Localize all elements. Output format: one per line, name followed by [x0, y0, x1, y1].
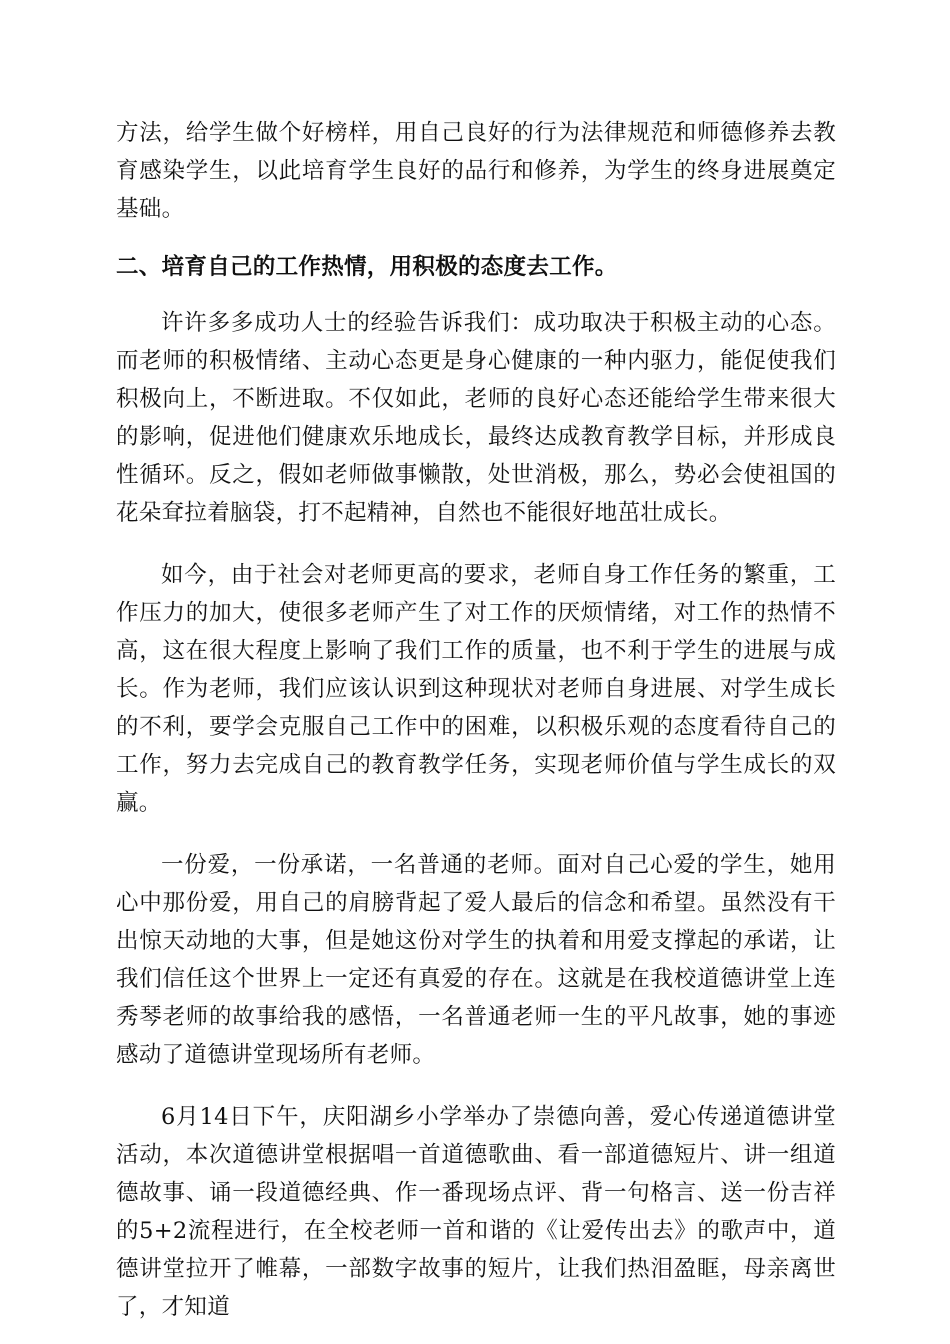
document-body — [116, 114, 836, 1326]
section-heading: 二、培育自己的工作热情，用积极的态度去工作。 — [116, 254, 618, 280]
paragraph-one-love: 一份爱，一份承诺，一名普通的老师。面对自己心爱的学生，她用心中那份爱，用自己的肩膀背起了爱人最后的信念和希望。虽然没有干出惊天动地的大事，但是她这份对学生的执着和用爱支撑起的承诺，让我们信任这个世界上一定还有真爱的存在。这就是在我校道德讲堂上连秀琴老师的故事给我的感悟，一名普通老师一生的平凡故事，她的事迹感动了道德讲堂现场所有老师。 — [116, 852, 836, 1068]
paragraph-positive-attitude: 许许多多成功人士的经验告诉我们：成功取决于积极主动的心态。而老师的积极情绪、主动心态更是身心健康的一种内驱力，能促使我们积极向上，不断进取。不仅如此，老师的良好心态还能给学生带来很大的影响，促进他们健康欢乐地成长，最终达成教育教学目标，并形成良性循环。反之，假如老师做事懒散，处世消极，那么，势必会使祖国的花朵耷拉着脑袋，打不起精神，自然也不能很好地茁壮成长。 — [116, 310, 836, 526]
paragraph-moral-lecture: 6月14日下午，庆阳湖乡小学举办了崇德向善，爱心传递道德讲堂活动，本次道德讲堂根据唱一首道德歌曲、看一部道德短片、讲一组道德故事、诵一段道德经典、作一番现场点评、背一句格言、送一份吉祥的5+2流程进行，在全校老师一首和谐的《让爱传出去》的歌声中，道德讲堂拉开了帷幕，一部数字故事的短片，让我们热泪盈眶，母亲离世了，才知道 — [116, 1104, 836, 1320]
paragraph-work-pressure: 如今，由于社会对老师更高的要求，老师自身工作任务的繁重，工作压力的加大，使很多老师产生了对工作的厌烦情绪，对工作的热情不高，这在很大程度上影响了我们工作的质量，也不利于学生的进展与成长。作为老师，我们应该认识到这种现状对老师自身进展、对学生成长的不利，要学会克服自己工作中的困难，以积极乐观的态度看待自己的工作，努力去完成自己的教育教学任务，实现老师价值与学生成长的双赢。 — [116, 562, 836, 816]
paragraph-continuation: 方法，给学生做个好榜样，用自己良好的行为法律规范和师德修养去教育感染学生，以此培育学生良好的品行和修养，为学生的终身进展奠定基础。 — [116, 120, 836, 222]
